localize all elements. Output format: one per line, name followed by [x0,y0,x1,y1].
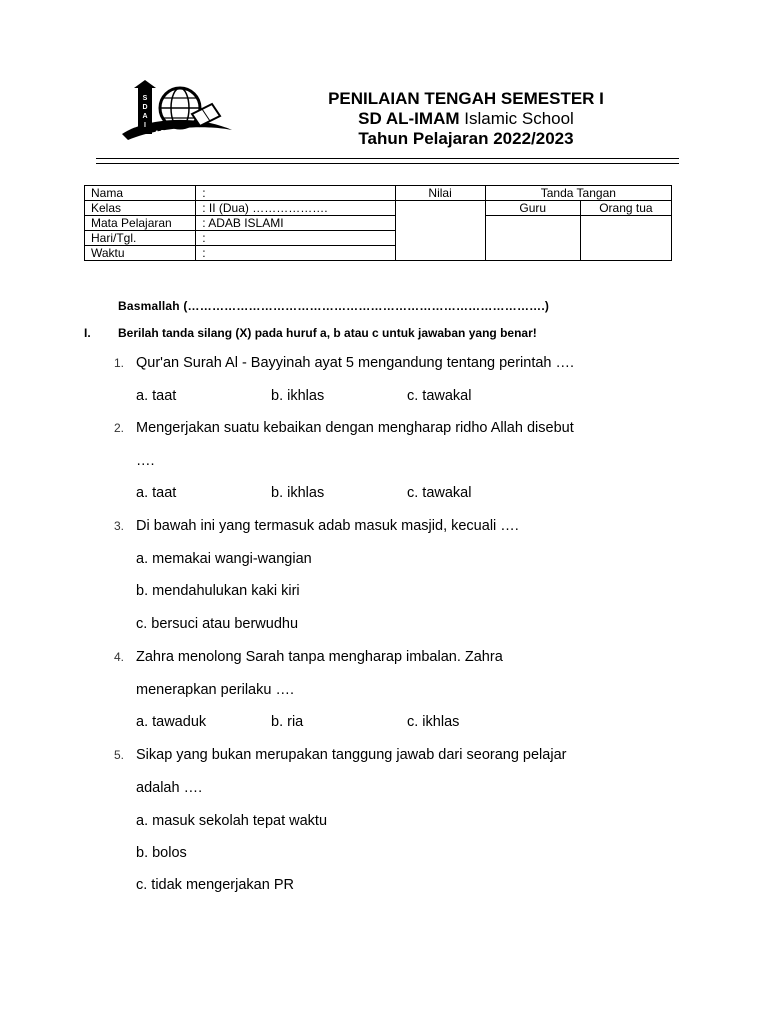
svg-text:I: I [144,122,146,129]
tanda-tangan-label: Tanda Tangan [485,186,671,201]
waktu-label: Waktu [85,246,196,261]
svg-text:D: D [142,104,148,111]
header-rule-bottom [96,163,679,164]
nama-field[interactable]: : [196,186,395,201]
header-title: PENILAIAN TENGAH SEMESTER I [328,89,604,108]
student-info-table [84,185,672,261]
kelas-field[interactable]: : II (Dua) ………………. [196,201,395,216]
question-2-option-b[interactable]: b. ikhlas [271,485,325,501]
question-3-option-b[interactable]: b. mendahulukan kaki kiri [136,583,300,599]
school-logo [116,78,238,150]
question-4-continuation: menerapkan perilaku …. [136,682,294,698]
nilai-label: Nilai [395,186,485,201]
kelas-label: Kelas [85,201,196,216]
question-4-option-b[interactable]: b. ria [271,714,304,730]
guru-label: Guru [485,201,580,216]
svg-text:Al Imam: Al Imam [152,130,200,141]
waktu-field[interactable]: : [196,246,395,261]
section-instruction: I. Berilah tanda silang (X) pada huruf a, b atau c untuk jawaban yang benar! [84,326,537,340]
question-4: 4. Zahra menolong Sarah tanpa mengharap imbalan. Zahra [114,649,503,665]
nama-label: Nama [85,186,196,201]
question-3: 3. Di bawah ini yang termasuk adab masuk masjid, kecuali …. [114,518,519,534]
header-year: Tahun Pelajaran 2022/2023 [358,129,574,148]
hari-label: Hari/Tgl. [85,231,196,246]
header-school: SD AL-IMAM Islamic School [358,109,574,128]
question-5-option-a[interactable]: a. masuk sekolah tepat waktu [136,813,328,829]
header-rule-top [96,158,679,159]
mapel-label: Mata Pelajaran [85,216,196,231]
question-5-option-b[interactable]: b. bolos [136,845,187,861]
question-2: 2. Mengerjakan suatu kebaikan dengan mengharap ridho Allah disebut [114,420,574,436]
question-5-option-c[interactable]: c. tidak mengerjakan PR [136,877,294,893]
question-5-continuation: adalah …. [136,780,203,796]
basmallah-line: Basmallah (…………………………………………………………………………….) [118,299,550,313]
question-1-option-a[interactable]: a. taat [136,388,177,404]
question-4-option-a[interactable]: a. tawaduk [136,714,207,730]
question-1-option-c[interactable]: c. tawakal [407,388,472,404]
question-2-option-c[interactable]: c. tawakal [407,485,472,501]
document-header [250,89,682,149]
question-1-option-b[interactable]: b. ikhlas [271,388,325,404]
question-3-option-a[interactable]: a. memakai wangi-wangian [136,551,312,567]
orang-tua-signature-box[interactable] [580,216,671,261]
question-3-option-c[interactable]: c. bersuci atau berwudhu [136,616,299,632]
question-5: 5. Sikap yang bukan merupakan tanggung jawab dari seorang pelajar [114,747,567,763]
question-4-option-c[interactable]: c. ikhlas [407,714,460,730]
orang-tua-label: Orang tua [580,201,671,216]
question-1: 1. Qur'an Surah Al - Bayyinah ayat 5 mengandung tentang perintah …. [114,355,575,371]
question-2-option-a[interactable]: a. taat [136,485,177,501]
mapel-field: : ADAB ISLAMI [196,216,395,231]
guru-signature-box[interactable] [485,216,580,261]
svg-text:S: S [142,95,148,102]
question-2-continuation: …. [136,453,155,469]
nilai-box[interactable] [395,201,485,261]
svg-text:A: A [142,113,148,120]
hari-field[interactable]: : [196,231,395,246]
